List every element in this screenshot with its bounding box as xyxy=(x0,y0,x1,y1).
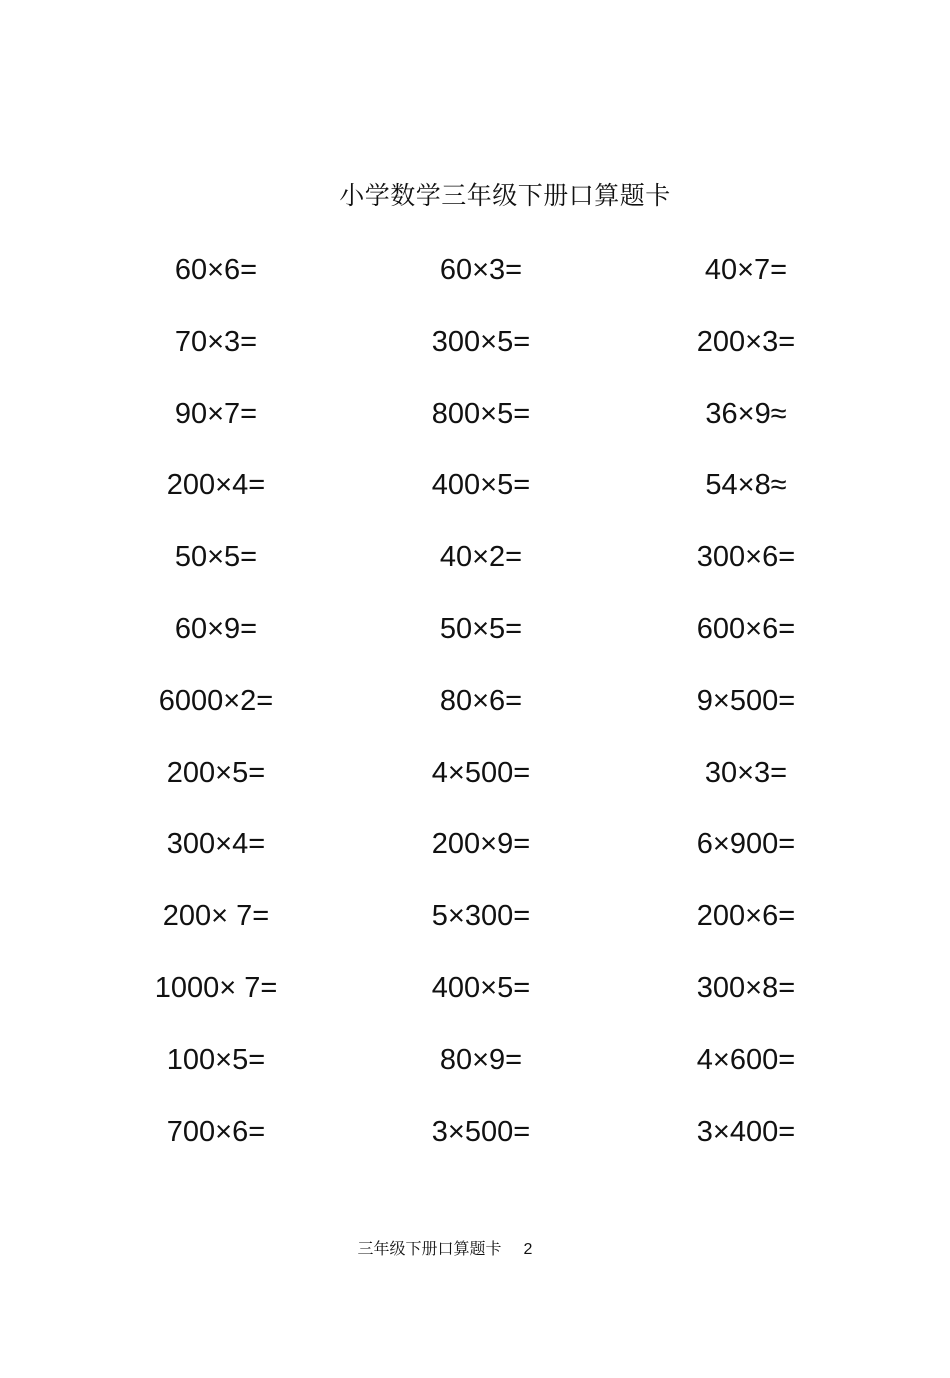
math-problem: 60×9= xyxy=(174,613,258,645)
math-problem: 54×8≈ xyxy=(705,469,787,502)
math-problem: 60×3= xyxy=(439,254,523,286)
math-problem: 200×6= xyxy=(696,900,796,933)
math-problem: 400×5= xyxy=(431,469,531,502)
math-problem: 70×3= xyxy=(174,325,258,358)
math-problem: 9×500= xyxy=(696,684,796,717)
math-problem: 200× 7= xyxy=(162,900,270,933)
math-problem: 300×8= xyxy=(696,972,796,1004)
math-problem: 200×4= xyxy=(166,469,266,502)
math-problem: 80×6= xyxy=(439,684,523,717)
math-problem: 36×9≈ xyxy=(705,397,787,430)
math-problem: 4×600= xyxy=(696,1043,796,1076)
math-problem: 40×2= xyxy=(439,541,523,574)
math-problem: 200×9= xyxy=(431,828,531,861)
math-problem: 800×5= xyxy=(431,397,531,430)
math-problem: 200×5= xyxy=(166,756,266,789)
math-problem: 3×400= xyxy=(696,1115,796,1148)
math-problem: 400×5= xyxy=(431,972,531,1004)
footer-text: 三年级下册口算题卡 xyxy=(357,1239,502,1258)
math-problem: 50×5= xyxy=(174,541,258,574)
math-problem: 80×9= xyxy=(439,1043,523,1076)
math-problem: 300×5= xyxy=(431,325,531,358)
math-problem: 90×7= xyxy=(174,397,258,430)
math-problem: 200×3= xyxy=(696,325,796,358)
math-problem: 5×300= xyxy=(431,900,531,933)
math-problem: 100×5= xyxy=(166,1043,266,1076)
math-problem: 600×6= xyxy=(696,613,796,645)
math-problem: 300×4= xyxy=(166,828,266,861)
math-problem: 50×5= xyxy=(439,613,523,645)
math-problem: 6000×2= xyxy=(158,684,274,717)
math-problem: 40×7= xyxy=(704,254,788,286)
math-problem: 6×900= xyxy=(696,828,796,861)
page-title: 小学数学三年级下册口算题卡 xyxy=(339,181,671,210)
page-footer xyxy=(0,1236,890,1259)
math-problem: 30×3= xyxy=(704,756,788,789)
math-problem: 1000× 7= xyxy=(154,972,278,1004)
math-problem: 4×500= xyxy=(431,756,531,789)
page-number: 2 xyxy=(523,1241,533,1258)
math-problem: 300×6= xyxy=(696,541,796,574)
math-problem: 3×500= xyxy=(431,1115,531,1148)
math-problem: 700×6= xyxy=(166,1115,266,1148)
math-problem: 60×6= xyxy=(174,254,258,286)
